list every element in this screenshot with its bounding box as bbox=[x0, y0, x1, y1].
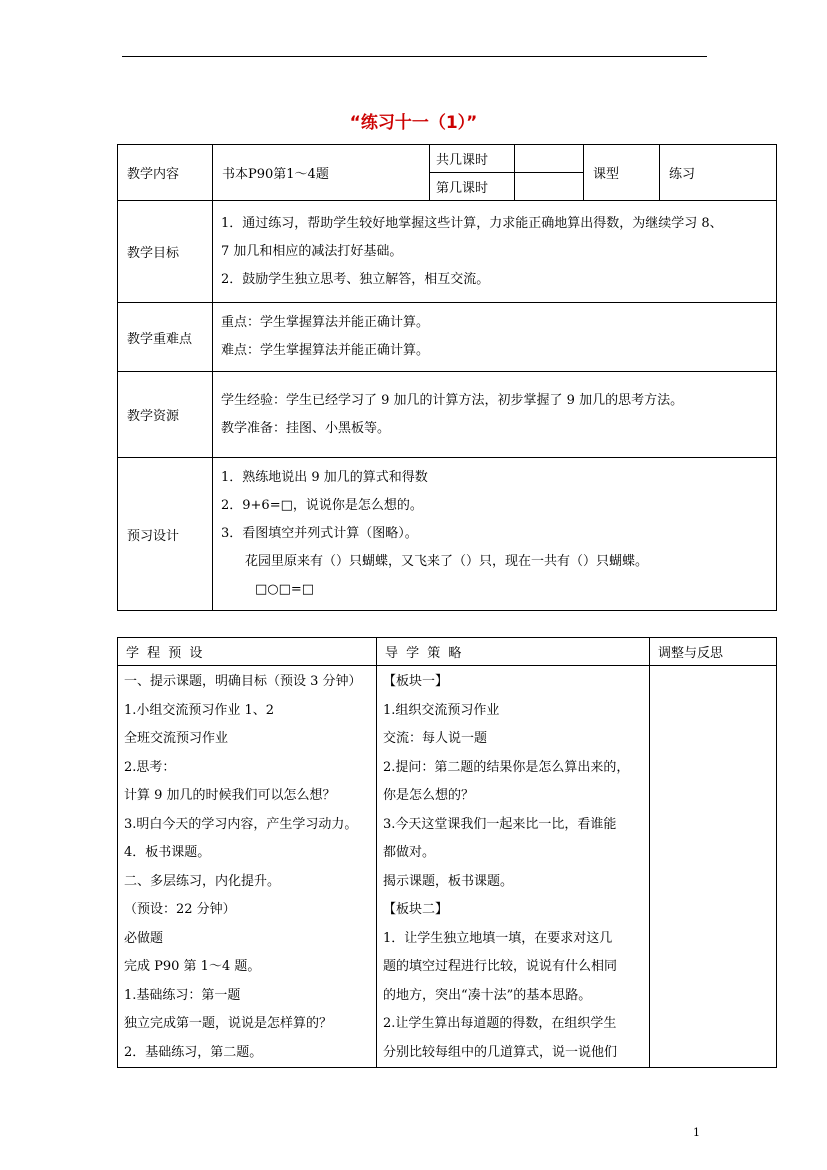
plan-line: 一、提示课题，明确目标（预设 3 分钟） bbox=[124, 674, 362, 689]
strategy-line: 1．让学生独立地填一填，在要求对这几 bbox=[383, 930, 613, 946]
plan-line: 完成 P90 第 1～4 题。 bbox=[124, 959, 261, 974]
resource-line: 学生经验：学生已经学习了 9 加几的计算方法，初步掌握了 9 加几的思考方法。 bbox=[221, 392, 684, 408]
key-points-label: 教学重难点 bbox=[118, 303, 213, 372]
plan-line: 独立完成第一题，说说是怎样算的？ bbox=[124, 1016, 333, 1031]
plan-line: 4．板书课题。 bbox=[124, 845, 211, 860]
total-hours-label: 共几课时 bbox=[430, 145, 515, 173]
plan-line: （预设：22 分钟） bbox=[124, 902, 236, 917]
col-header-plan: 学 程 预 设 bbox=[118, 638, 377, 666]
goal-line: 7 加几和相应的减法打好基础。 bbox=[221, 243, 403, 259]
col-header-reflection: 调整与反思 bbox=[650, 638, 777, 666]
preview-content bbox=[213, 458, 777, 611]
strategy-column bbox=[377, 666, 650, 1068]
type-value: 练习 bbox=[660, 145, 777, 201]
key-point-line: 难点：学生掌握算法并能正确计算。 bbox=[221, 343, 430, 358]
key-point-line: 重点：学生掌握算法并能正确计算。 bbox=[221, 315, 430, 330]
preview-line: 2．9+6=□，说说你是怎么想的。 bbox=[221, 498, 423, 513]
strategy-line: 【板块二】 bbox=[383, 902, 449, 917]
preview-line: □○□=□ bbox=[255, 582, 315, 597]
resource-content bbox=[213, 372, 777, 458]
resource-line: 教学准备：挂图、小黑板等。 bbox=[221, 420, 391, 436]
content-value: 书本P90第1～4题 bbox=[213, 145, 430, 201]
strategy-line: 你是怎么想的？ bbox=[383, 788, 475, 803]
preview-label: 预习设计 bbox=[118, 458, 213, 611]
plan-line: 必做题 bbox=[124, 930, 164, 946]
strategy-line: 揭示课题，板书课题。 bbox=[383, 873, 514, 889]
type-label: 课型 bbox=[584, 145, 660, 201]
goal-line: 2．鼓励学生独立思考、独立解答，相互交流。 bbox=[221, 271, 490, 287]
strategy-line: 1.组织交流预习作业 bbox=[383, 702, 500, 718]
preview-line: 1．熟练地说出 9 加几的算式和得数 bbox=[221, 470, 428, 485]
page-number: 1 bbox=[693, 1126, 700, 1139]
page-title: “练习十一（1）” bbox=[349, 113, 478, 133]
preview-line: 3．看图填空并列式计算（图略）。 bbox=[221, 526, 418, 541]
plan-line: 2．基础练习，第二题。 bbox=[124, 1044, 263, 1060]
col-header-strategy: 导 学 策 略 bbox=[377, 638, 650, 666]
plan-line: 2.思考： bbox=[124, 759, 176, 775]
resource-label: 教学资源 bbox=[118, 372, 213, 458]
header-rule bbox=[122, 56, 707, 57]
goal-content bbox=[213, 201, 777, 303]
strategy-line: 【板块一】 bbox=[383, 674, 449, 689]
plan-line: 1.基础练习：第一题 bbox=[124, 987, 241, 1003]
plan-line: 全班交流预习作业 bbox=[124, 731, 229, 746]
strategy-line: 3.今天这堂课我们一起来比一比，看谁能 bbox=[383, 816, 617, 832]
plan-column bbox=[118, 666, 377, 1068]
which-hour-label: 第几课时 bbox=[430, 173, 515, 201]
key-points-content bbox=[213, 303, 777, 372]
strategy-line: 都做对。 bbox=[383, 845, 436, 860]
strategy-line: 的地方，突出“凑十法”的基本思路。 bbox=[383, 987, 592, 1003]
preview-line: 花园里原来有（）只蝴蝶，又飞来了（）只，现在一共有（）只蝴蝶。 bbox=[245, 554, 649, 569]
strategy-line: 2.提问：第二题的结果你是怎么算出来的， bbox=[383, 759, 630, 775]
goal-label: 教学目标 bbox=[118, 201, 213, 303]
strategy-line: 交流：每人说一题 bbox=[383, 731, 488, 746]
content-label: 教学内容 bbox=[118, 145, 213, 201]
lesson-info-table bbox=[117, 144, 777, 611]
plan-line: 二、多层练习，内化提升。 bbox=[124, 873, 281, 889]
which-hour-value bbox=[515, 173, 584, 201]
plan-line: 3.明白今天的学习内容，产生学习动力。 bbox=[124, 816, 358, 832]
plan-line: 1.小组交流预习作业 1、2 bbox=[124, 702, 275, 718]
reflection-column bbox=[650, 666, 777, 1068]
strategy-line: 分别比较每组中的几道算式，说一说他们 bbox=[383, 1044, 618, 1060]
strategy-line: 题的填空过程进行比较，说说有什么相同 bbox=[383, 959, 618, 974]
goal-line: 1．通过练习，帮助学生较好地掌握这些计算，力求能正确地算出得数，为继续学习 8、 bbox=[221, 215, 723, 231]
learning-process-table bbox=[117, 637, 777, 1068]
strategy-line: 2.让学生算出每道题的得数，在组织学生 bbox=[383, 1016, 617, 1031]
plan-line: 计算 9 加几的时候我们可以怎么想？ bbox=[124, 788, 336, 803]
total-hours-value bbox=[515, 145, 584, 173]
